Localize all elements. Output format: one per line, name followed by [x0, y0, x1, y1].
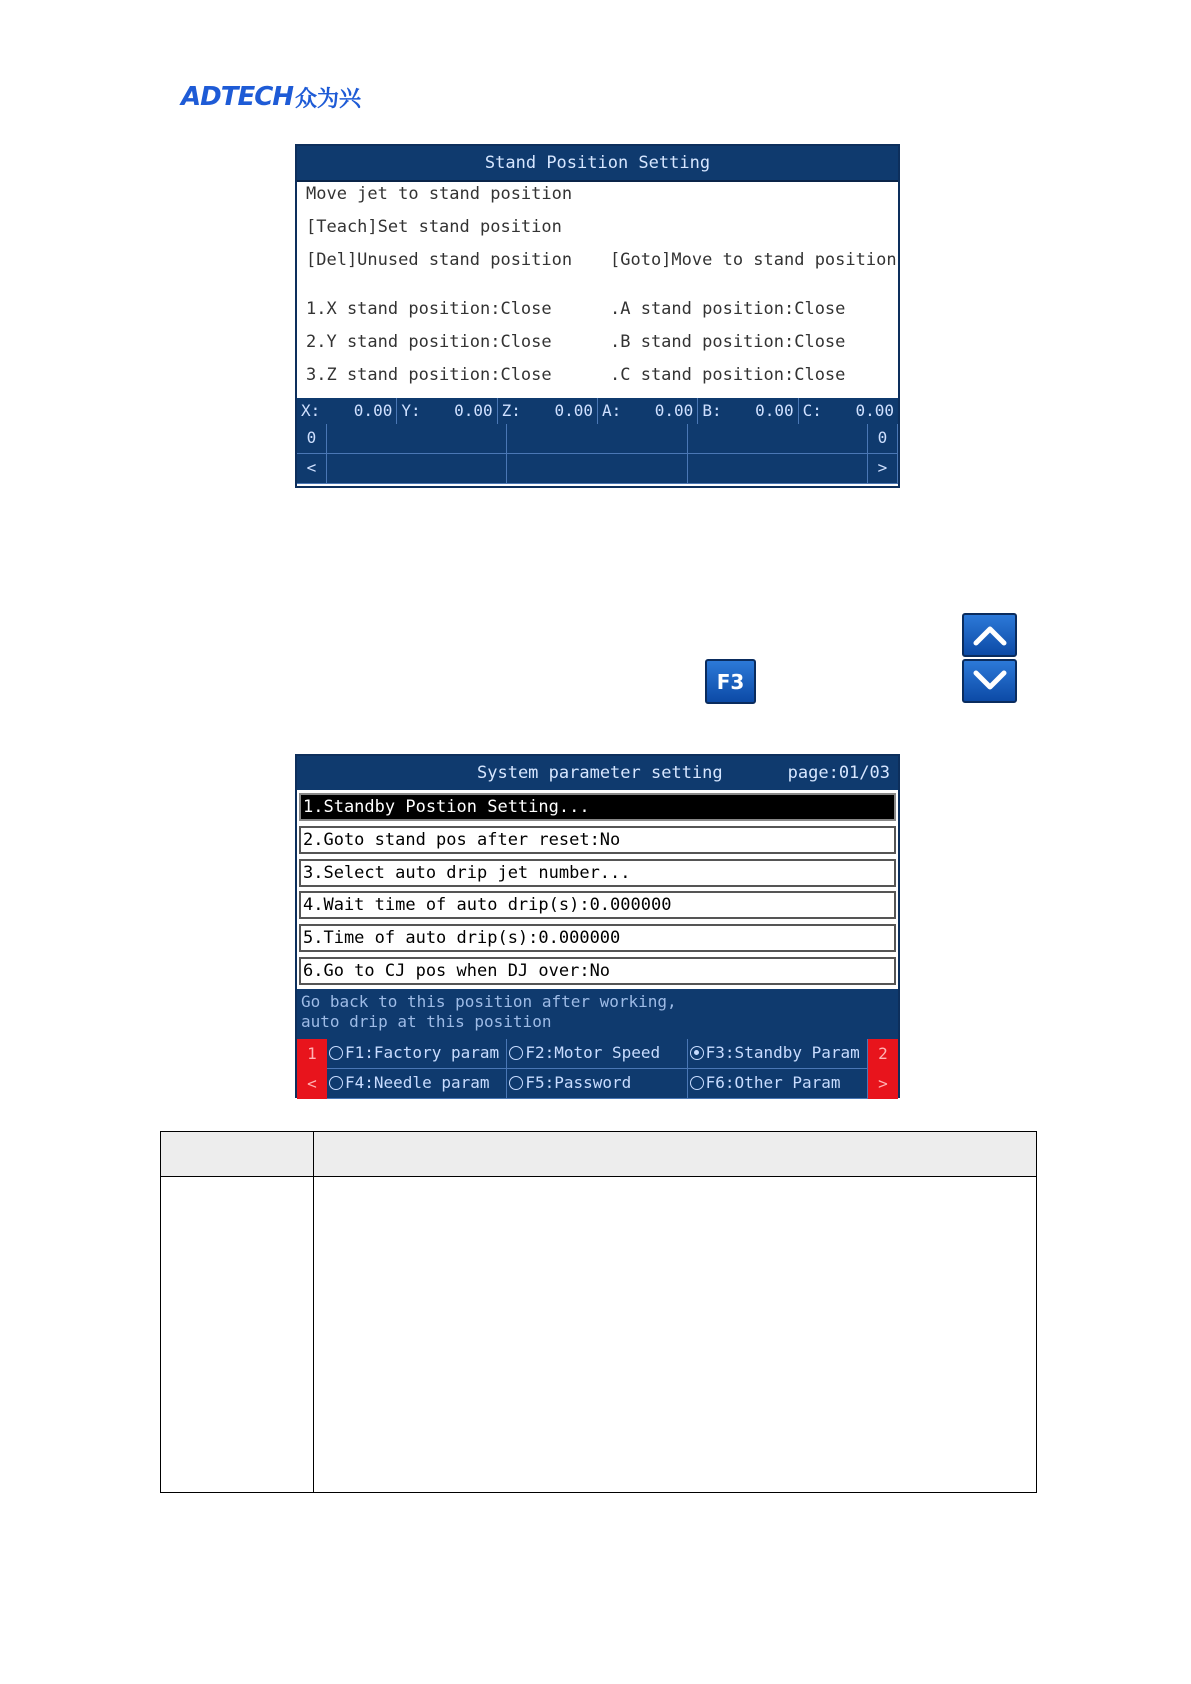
right-page-number: 2 — [868, 1039, 898, 1069]
f3-key-label: F3 — [716, 669, 745, 694]
z-stand-position[interactable]: 3.Z stand position:Close — [306, 365, 552, 385]
param-row-2[interactable]: 2.Goto stand pos after reset:No — [299, 826, 896, 854]
x-stand-position[interactable]: 1.X stand position:Close — [306, 299, 552, 319]
coordinate-bar — [297, 398, 898, 424]
f2-motor-speed[interactable]: F2:Motor Speed — [507, 1039, 687, 1069]
function-slot-5[interactable] — [507, 454, 687, 484]
function-slot-3[interactable] — [688, 424, 868, 454]
radio-off-icon — [329, 1046, 343, 1060]
next-page-button[interactable]: > — [868, 454, 898, 484]
param-row-1[interactable]: 1.Standby Postion Setting... — [299, 793, 896, 821]
logo-chinese-text: 众为兴 — [295, 86, 362, 112]
param-row-6[interactable]: 6.Go to CJ pos when DJ over:No — [299, 957, 896, 985]
function-bar-row-1 — [297, 424, 898, 454]
table-header-row — [161, 1132, 1036, 1177]
stand-position-screen — [295, 144, 900, 488]
page-left-number: 0 — [297, 424, 327, 454]
b-stand-position[interactable]: .B stand position:Close — [610, 332, 846, 352]
f5-password[interactable]: F5:Password — [507, 1069, 687, 1099]
radio-off-icon — [509, 1076, 523, 1090]
system-parameter-titlebar — [297, 756, 898, 790]
left-page-number: 1 — [297, 1039, 327, 1069]
instruction-line-3: [Del]Unused stand position — [306, 250, 573, 270]
up-arrow-key-icon — [962, 613, 1017, 657]
page-indicator: page:01/03 — [787, 763, 890, 783]
coord-z: Z: 0.00 — [498, 398, 598, 424]
param-row-5[interactable]: 5.Time of auto drip(s):0.000000 — [299, 924, 896, 952]
instruction-line-2: [Teach]Set stand position — [306, 217, 562, 237]
hint-text: Go back to this position after working, auto drip at this position — [297, 989, 898, 1039]
goto-instruction: [Goto]Move to stand position — [610, 250, 897, 270]
prev-page-button[interactable]: < — [297, 1069, 327, 1099]
stand-position-title: Stand Position Setting — [297, 146, 898, 182]
description-table — [160, 1131, 1037, 1493]
param-row-3[interactable]: 3.Select auto drip jet number... — [299, 859, 896, 887]
coord-x: X: 0.00 — [297, 398, 397, 424]
function-key-row-1 — [297, 1039, 898, 1069]
radio-off-icon — [329, 1076, 343, 1090]
table-column-divider — [313, 1132, 314, 1492]
y-stand-position[interactable]: 2.Y stand position:Close — [306, 332, 552, 352]
instruction-line-1: Move jet to stand position — [306, 184, 573, 204]
coord-a: A: 0.00 — [598, 398, 698, 424]
coord-y: Y: 0.00 — [397, 398, 497, 424]
f6-other-param[interactable]: F6:Other Param — [688, 1069, 868, 1099]
f3-standby-param[interactable]: F3:Standby Param — [688, 1039, 868, 1069]
function-key-row-2 — [297, 1069, 898, 1099]
radio-on-icon — [690, 1046, 704, 1060]
f3-key-icon — [705, 659, 756, 704]
prev-page-button[interactable]: < — [297, 454, 327, 484]
function-slot-1[interactable] — [327, 424, 507, 454]
coord-c: C: 0.00 — [802, 401, 894, 420]
logo-text: ADTECH — [181, 82, 294, 112]
company-logo — [181, 83, 361, 111]
c-stand-position[interactable]: .C stand position:Close — [610, 365, 846, 385]
coord-b: B: 0.00 — [698, 398, 798, 424]
function-slot-2[interactable] — [507, 424, 687, 454]
system-parameter-screen — [295, 754, 900, 1098]
param-row-4[interactable]: 4.Wait time of auto drip(s):0.000000 — [299, 891, 896, 919]
f1-factory-param[interactable]: F1:Factory param — [327, 1039, 507, 1069]
page-right-number: 0 — [868, 424, 898, 454]
next-page-button[interactable]: > — [868, 1069, 898, 1099]
radio-off-icon — [690, 1076, 704, 1090]
function-slot-6[interactable] — [688, 454, 868, 484]
f4-needle-param[interactable]: F4:Needle param — [327, 1069, 507, 1099]
a-stand-position[interactable]: .A stand position:Close — [610, 299, 846, 319]
function-bar-row-2 — [297, 454, 898, 484]
system-parameter-title: System parameter setting — [477, 763, 723, 783]
radio-off-icon — [509, 1046, 523, 1060]
function-slot-4[interactable] — [327, 454, 507, 484]
down-arrow-key-icon — [962, 659, 1017, 703]
